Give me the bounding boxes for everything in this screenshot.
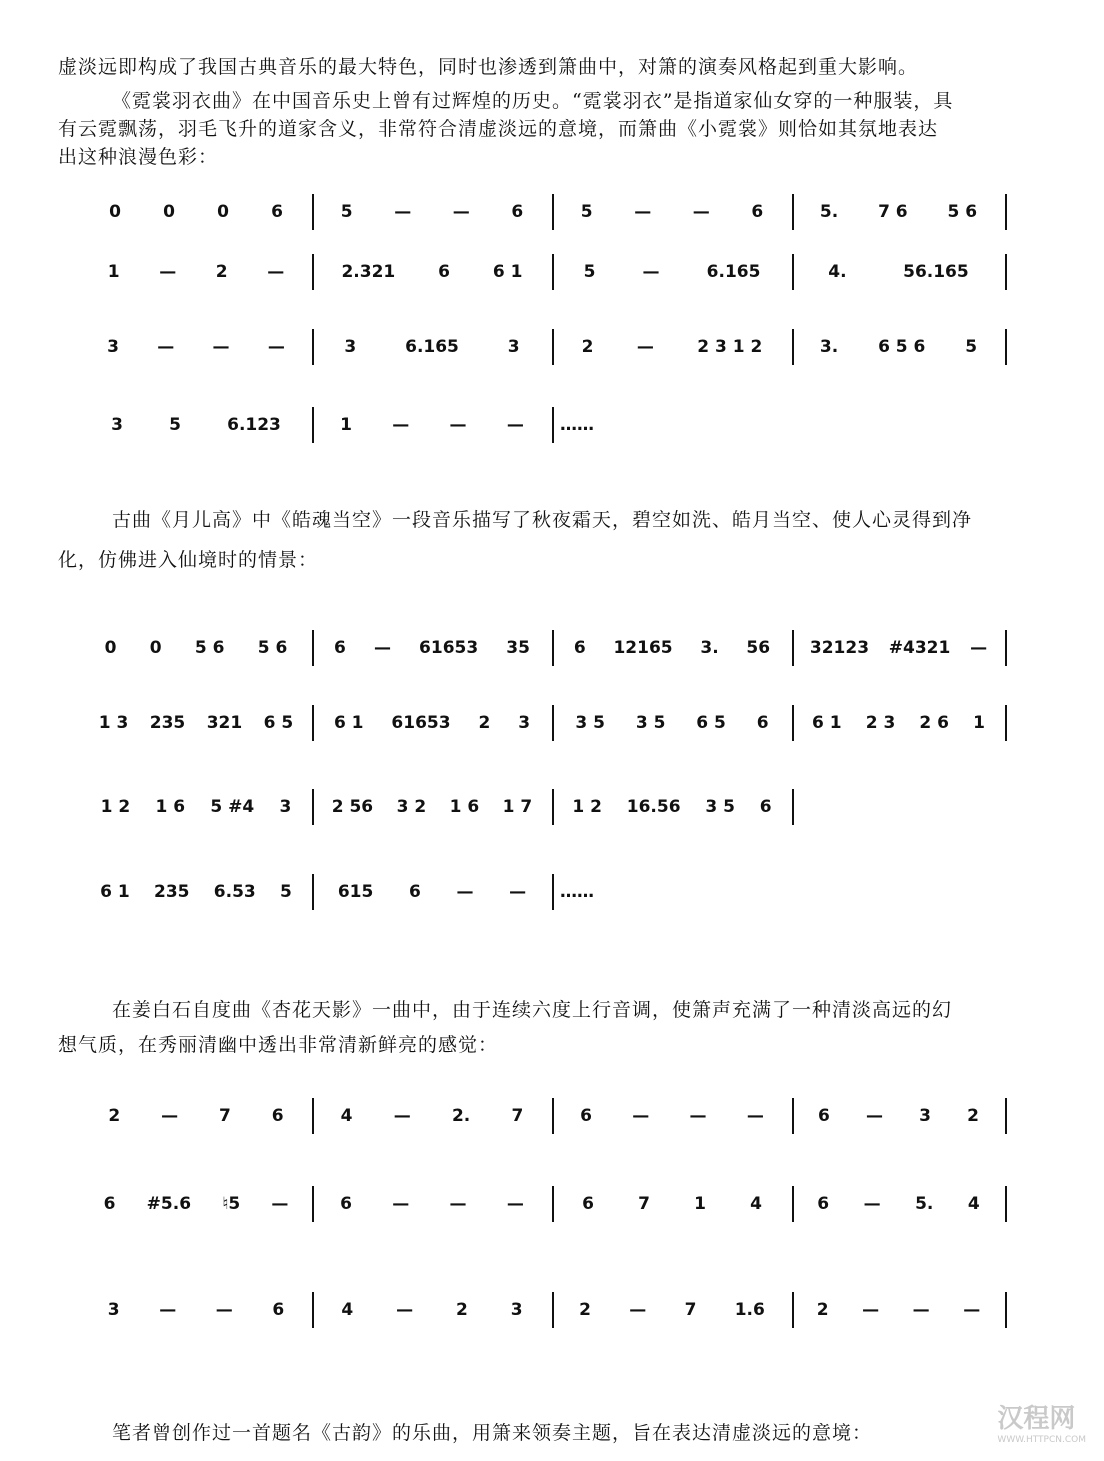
measure [88,703,304,743]
barline [792,254,794,290]
watermark-brand: 汉程网 [997,1404,1076,1434]
note: — [692,202,710,222]
barline [1005,329,1007,365]
barline [792,1098,794,1134]
note: 3. [819,337,839,357]
measure [320,327,544,367]
barline [552,1186,554,1222]
measure [320,703,544,743]
barline [552,705,554,741]
note: 61653 [391,713,451,733]
note: 0 [217,202,229,222]
paragraph-line: 虚淡远即构成了我国古典音乐的最大特色，同时也渗透到箫曲中，对箫的演奏风格起到重大影响。 [58,56,919,78]
note: — [393,1106,411,1126]
paragraph-line: 在姜白石自度曲《杏花天影》一曲中，由于连续六度上行音调，使箫声充满了一种清淡高远的幻 [112,999,953,1021]
measure [800,192,997,232]
measure [560,405,784,445]
note: 6 1 [812,713,842,733]
note: 35 [506,638,530,658]
note: 6.165 [405,337,459,357]
note: 2 3 [865,713,896,733]
measure [88,872,304,912]
measure [320,405,544,445]
measure [800,628,997,668]
note: 2 [108,1106,121,1126]
measure [320,1096,544,1136]
barline [552,874,554,910]
barline [552,407,554,443]
note: 32123 [809,638,870,658]
note: — [159,1300,177,1320]
note: 3 [107,1300,120,1320]
note: 235 [154,882,190,902]
note: 5. [915,1194,934,1214]
barline [312,789,314,825]
note: ♮5 [222,1194,241,1214]
note: — [963,1300,981,1320]
note: — [629,1300,647,1320]
note: 3 [344,337,357,357]
note: — [159,262,177,282]
note: 1 [694,1194,706,1214]
staff-row [80,703,1020,743]
note: 1.6 [734,1300,765,1320]
measure [560,252,784,292]
note: 6 5 [263,713,294,733]
note: #5.6 [146,1194,192,1214]
note: 6 [340,1194,352,1214]
note: — [689,1106,707,1126]
measure [320,787,544,827]
note: 321 [206,713,243,733]
note: 56 [746,638,771,658]
note: 61653 [419,638,479,658]
staff-row [80,1096,1020,1136]
note: 6 [334,638,346,658]
barline [792,705,794,741]
barline [792,1186,794,1222]
note: — [267,262,285,282]
note: 1 [340,415,352,435]
measure [560,192,784,232]
barline [792,630,794,666]
note: — [212,337,230,357]
note: 0 [149,638,162,658]
note: — [449,1194,467,1214]
note: 6 5 [696,713,726,733]
note: 7 [218,1106,231,1126]
note: 6 [756,713,769,733]
note: 3 [111,415,123,435]
note: — [509,882,527,902]
note: 6 [759,797,772,817]
measure [320,872,544,912]
paragraph-line: 古曲《月儿高》中《皓魂当空》一段音乐描写了秋夜霜天，碧空如洗、皓月当空、使人心灵得到净 [112,509,973,531]
note: — [449,415,467,435]
barline [1005,1098,1007,1134]
note: 0 [104,638,117,658]
staff-row [80,787,1020,827]
note: 2. [451,1106,471,1126]
note: 2 [967,1106,979,1126]
measure [320,192,544,232]
note: — [161,1106,179,1126]
note: 5 #4 [210,797,255,817]
staff-row [80,327,1020,367]
note: 3 [107,337,119,357]
barline [312,329,314,365]
note: — [392,415,410,435]
staff-row [80,405,1020,445]
note: 6 1 [492,262,523,282]
note: 6.165 [706,262,761,282]
note: 4. [828,262,847,282]
note: 0 [109,202,121,222]
note: …… [560,415,594,435]
note: 7 [638,1194,650,1214]
paragraph-line: 有云霓飘荡，羽毛飞升的道家含义，非常符合清虚淡远的意境，而箫曲《小霓裳》则恰如其氛地表达 [58,118,939,140]
note: 3 2 [396,797,427,817]
note: 6 [751,202,764,222]
note: — [912,1300,930,1320]
note: — [157,337,175,357]
note: 3 5 [575,713,605,733]
measure [560,787,784,827]
note: 5 6 [947,202,978,222]
paragraph-line: 想气质，在秀丽清幽中透出非常清新鲜亮的感觉： [58,1034,499,1056]
note: 3 [510,1300,523,1320]
barline [792,1292,794,1328]
measure [560,1096,784,1136]
measure [320,252,544,292]
note: 2 [816,1300,829,1320]
note: 2 [579,1300,591,1320]
note: 1 [107,262,120,282]
note: — [642,262,660,282]
barline [312,1186,314,1222]
staff-row [80,872,1020,912]
barline [1005,1292,1007,1328]
measure [320,628,544,668]
note: — [634,202,652,222]
note: 7 [511,1106,524,1126]
measure [800,1290,997,1330]
note: 6.53 [213,882,256,902]
measure [800,1184,997,1224]
note: 6.123 [227,415,281,435]
note: 6 [817,1194,830,1214]
barline [312,705,314,741]
note: 6 [511,202,524,222]
paragraph-line: 笔者曾创作过一首题名《古韵》的乐曲，用箫来领奏主题，旨在表达清虚淡远的意境： [112,1422,873,1444]
barline [792,194,794,230]
note: — [215,1300,233,1320]
staff-row [80,628,1020,668]
note: 6 [271,202,283,222]
barline [552,194,554,230]
barline [312,1292,314,1328]
note: 16.56 [626,797,681,817]
note: — [636,337,654,357]
measure [88,192,304,232]
note: 3 5 [705,797,735,817]
measure [800,327,997,367]
note: 7 6 [878,202,908,222]
note: 6 [103,1194,116,1214]
note: 5 [580,202,593,222]
note: 6 [580,1106,592,1126]
barline [792,789,794,825]
note: 235 [149,713,186,733]
paragraph-line: 《霓裳羽衣曲》在中国音乐史上曾有过辉煌的历史。“霓裳羽衣”是指道家仙女穿的一种服装，具 [112,90,954,112]
note: 5 [583,262,596,282]
paragraph-line: 出这种浪漫色彩： [58,146,219,168]
note: — [394,202,412,222]
barline [312,1098,314,1134]
note: 3 5 [635,713,666,733]
note: — [456,882,474,902]
measure [88,1096,304,1136]
note: 5 [169,415,181,435]
barline [1005,194,1007,230]
note: 5. [819,202,839,222]
note: 615 [337,882,374,902]
note: — [970,638,988,658]
measure [88,787,304,827]
note: 6 [818,1106,830,1126]
measure [560,1184,784,1224]
measure [88,405,304,445]
note: — [863,1194,881,1214]
note: 56.165 [903,262,969,282]
measure [560,327,784,367]
measure [800,703,997,743]
staff-row [80,192,1020,232]
barline [552,329,554,365]
note: 2 [478,713,491,733]
note: 2.321 [341,262,396,282]
note: 2 [581,337,594,357]
note: 0 [163,202,175,222]
measure [88,252,304,292]
staff-row [80,1184,1020,1224]
note: 4 [341,1300,354,1320]
note: 4 [750,1194,762,1214]
note: 1 2 [100,797,131,817]
note: 3. [700,638,719,658]
note: — [862,1300,880,1320]
measure [88,1184,304,1224]
note: 5 [965,337,978,357]
staff-row [80,1290,1020,1330]
measure [560,1290,784,1330]
note: — [746,1106,764,1126]
barline [1005,254,1007,290]
note: 1 7 [502,797,533,817]
barline [792,329,794,365]
note: 6 1 [333,713,364,733]
note: 6 1 [100,882,130,902]
barline [312,254,314,290]
note: 1 6 [155,797,186,817]
note: 2 3 1 2 [697,337,763,357]
barline [1005,1186,1007,1222]
note: 6 [272,1300,285,1320]
note: — [506,1194,524,1214]
note: — [271,1194,289,1214]
note: #4321 [888,638,951,658]
staff-row [80,252,1020,292]
note: 4 [340,1106,353,1126]
watermark-url: WWW.HTTPCN.COM [997,1435,1086,1445]
barline [312,194,314,230]
note: — [392,1194,410,1214]
barline [552,1098,554,1134]
measure [320,1290,544,1330]
note: 1 [973,713,985,733]
note: 3 [279,797,292,817]
note: — [396,1300,414,1320]
measure [320,1184,544,1224]
note: 1 3 [98,713,129,733]
note: — [632,1106,650,1126]
note: 6 [582,1194,594,1214]
note: 6 [271,1106,284,1126]
note: — [506,415,524,435]
watermark-logo [997,1398,1086,1445]
note: 7 [684,1300,697,1320]
note: — [373,638,391,658]
note: 2 6 [919,713,949,733]
note: 5 6 [257,638,288,658]
note: 6 [408,882,421,902]
note: 6 5 6 [878,337,926,357]
barline [312,407,314,443]
barline [1005,705,1007,741]
note: — [452,202,470,222]
measure [800,1096,997,1136]
note: — [866,1106,883,1126]
note: 2 56 [331,797,374,817]
note: 5 [340,202,353,222]
measure [560,628,784,668]
note: 5 6 [194,638,225,658]
measure [88,628,304,668]
note: 4 [967,1194,980,1214]
note: 6 [438,262,450,282]
measure [560,872,784,912]
note: 3 [919,1106,931,1126]
note: 2 [215,262,228,282]
note: 6 [573,638,586,658]
barline [552,254,554,290]
barline [552,630,554,666]
measure [88,1290,304,1330]
paragraph-line: 化，仿佛进入仙境时的情景： [58,549,319,571]
barline [552,1292,554,1328]
barline [552,789,554,825]
note: 5 [280,882,292,902]
note: …… [560,882,594,902]
note: — [267,337,285,357]
barline [312,630,314,666]
measure [88,327,304,367]
note: 2 [455,1300,468,1320]
note: 1 2 [572,797,602,817]
measure [560,703,784,743]
note: 3 [518,713,531,733]
barline [1005,630,1007,666]
note: 1 6 [449,797,480,817]
note: 12165 [613,638,673,658]
measure [800,252,997,292]
barline [312,874,314,910]
note: 3 [507,337,520,357]
